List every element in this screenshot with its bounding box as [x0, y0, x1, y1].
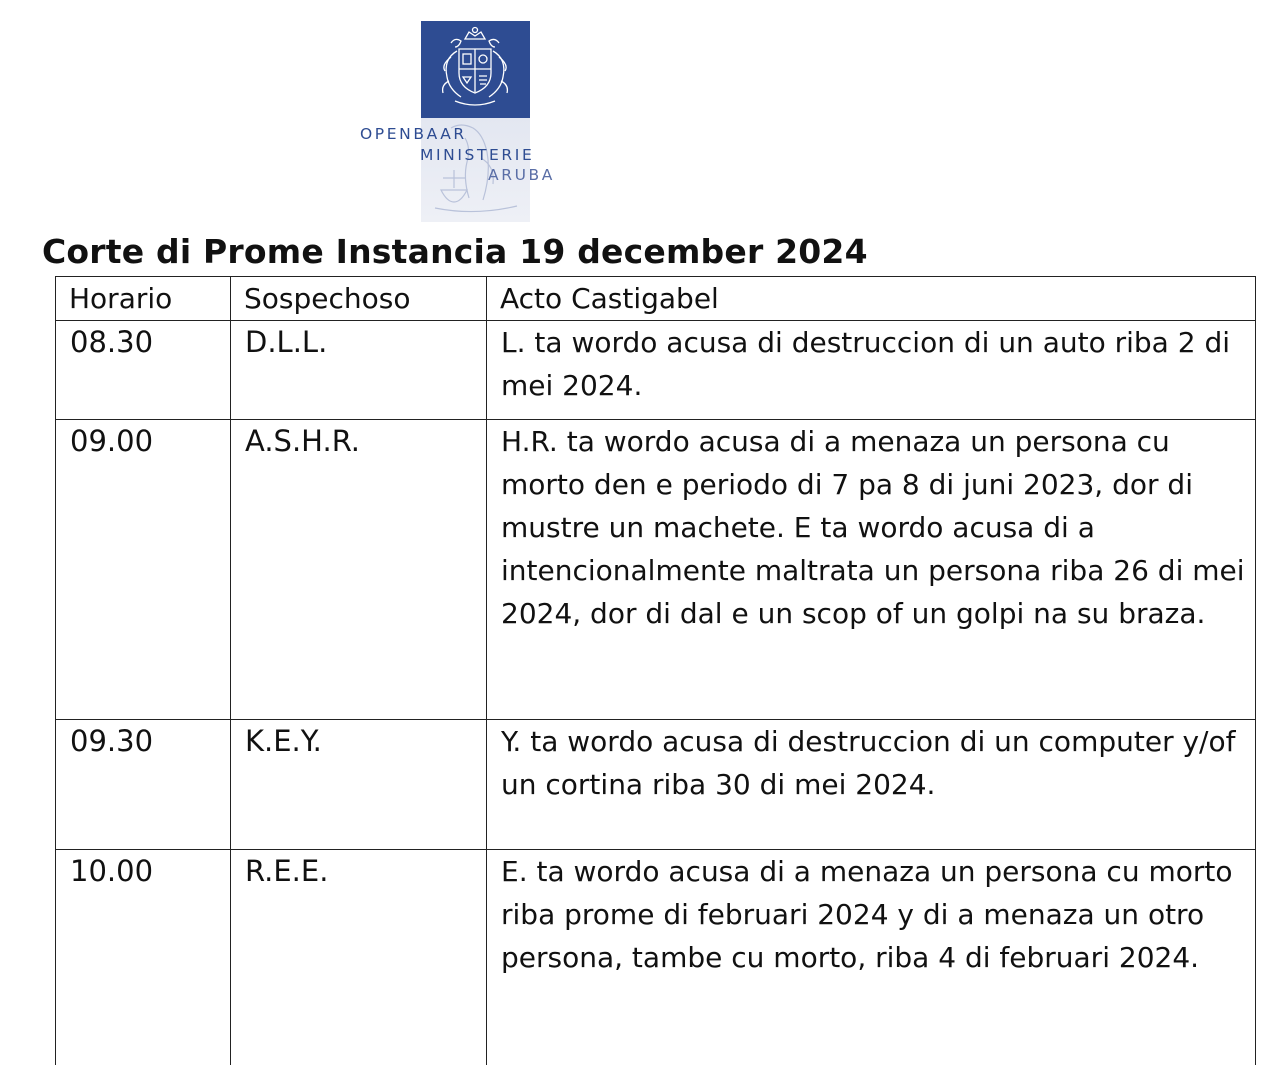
table-row [56, 321, 1256, 420]
offense-cell: Y. ta wordo acusa di destruccion di un computer y/of un cortina riba 30 di mei 2024. [487, 720, 1256, 850]
suspect-cell: A.S.H.R. [231, 420, 487, 720]
court-schedule-table [55, 276, 1256, 1065]
time-cell: 09.30 [56, 720, 231, 850]
logo-text-openbaar: OPENBAAR [360, 125, 467, 143]
openbaar-ministerie-logo [360, 20, 605, 225]
table-header-row [56, 277, 1256, 321]
table-row [56, 420, 1256, 720]
table-row [56, 720, 1256, 850]
time-cell: 10.00 [56, 850, 231, 1065]
time-cell: 09.00 [56, 420, 231, 720]
suspect-cell: R.E.E. [231, 850, 487, 1065]
coat-of-arms-icon [421, 21, 530, 118]
table-row [56, 850, 1256, 1065]
offense-cell: H.R. ta wordo acusa di a menaza un persona cu morto den e periodo di 7 pa 8 di juni 2023, dor di mustre un machete. E ta wordo acusa di a intencionalmente maltrata un persona riba 26 di mei 2024, dor di dal e un scop of un golpi na su braza. [487, 420, 1256, 720]
offense-cell: L. ta wordo acusa di destruccion di un auto riba 2 di mei 2024. [487, 321, 1256, 420]
column-header-horario: Horario [56, 277, 231, 321]
suspect-cell: K.E.Y. [231, 720, 487, 850]
logo-text-ministerie: MINISTERIE [420, 146, 535, 164]
page-title: Corte di Prome Instancia 19 december 2024 [42, 232, 868, 271]
column-header-sospechoso: Sospechoso [231, 277, 487, 321]
suspect-cell: D.L.L. [231, 321, 487, 420]
column-header-acto-castigabel: Acto Castigabel [487, 277, 1256, 321]
offense-cell: E. ta wordo acusa di a menaza un persona cu morto riba prome di februari 2024 y di a menaza un otro persona, tambe cu morto, riba 4 di februari 2024. [487, 850, 1256, 1065]
time-cell: 08.30 [56, 321, 231, 420]
logo-text-aruba: ARUBA [488, 166, 555, 184]
